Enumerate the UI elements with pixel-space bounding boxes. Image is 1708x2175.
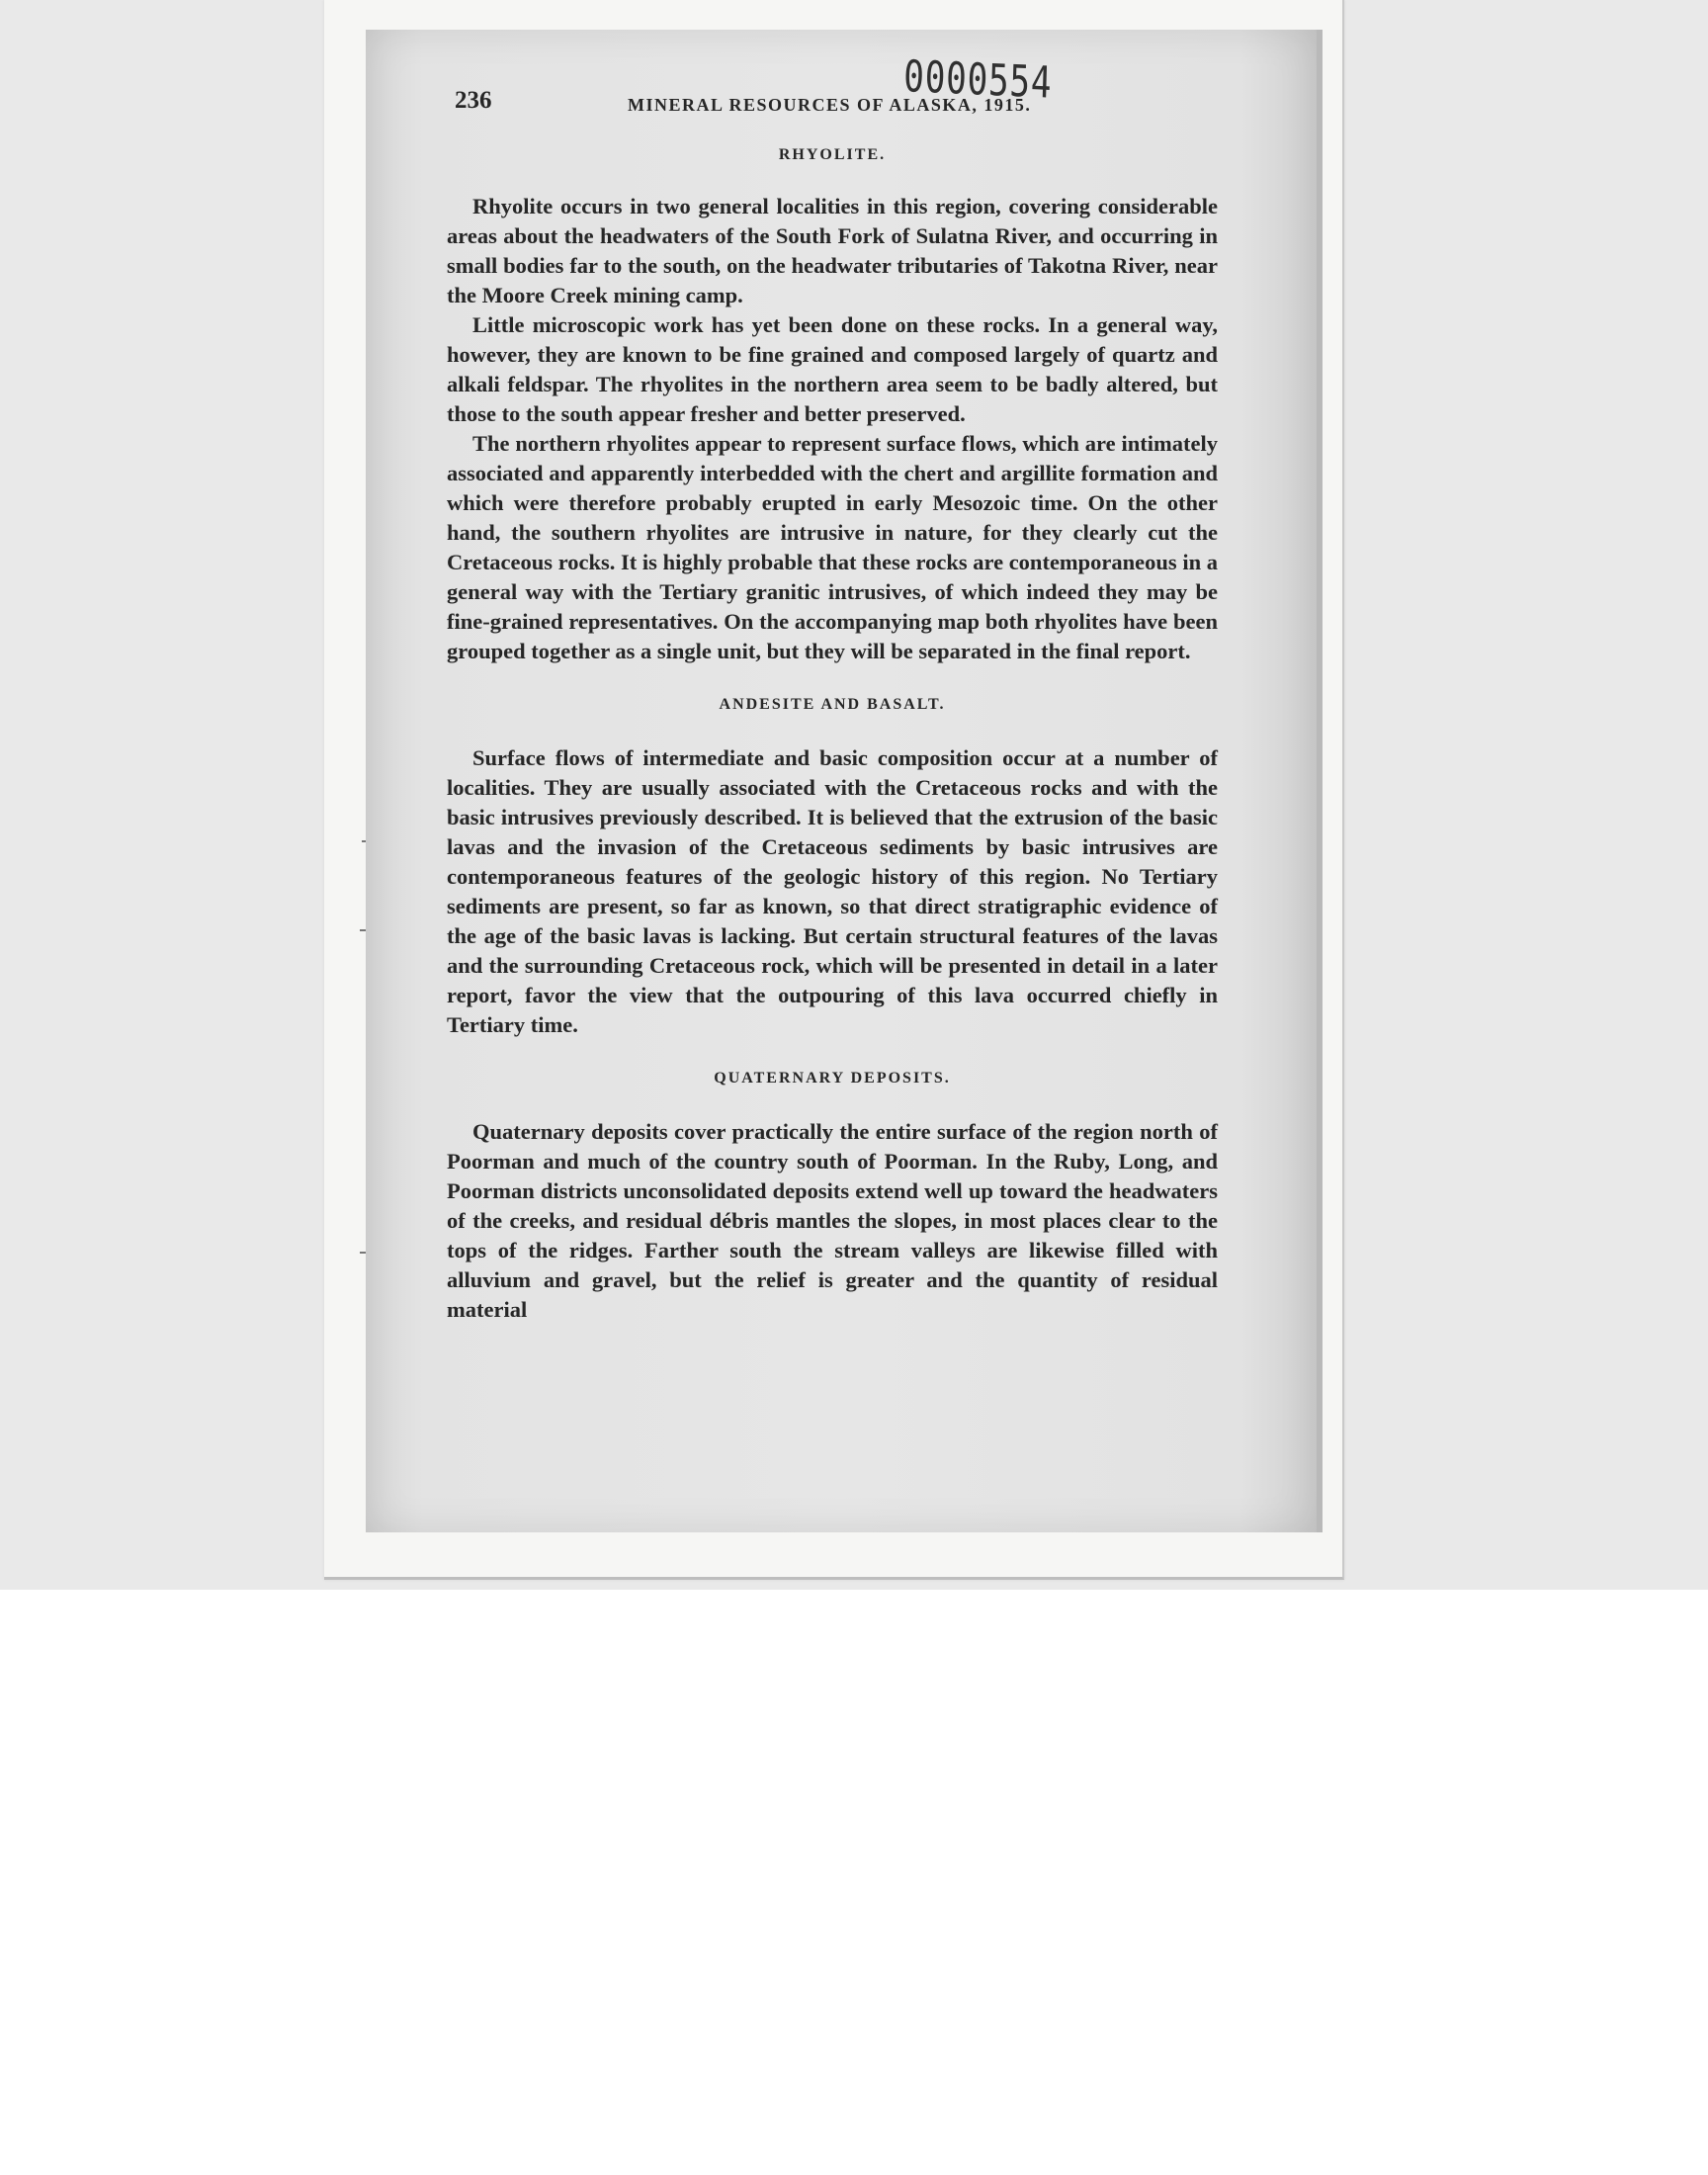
- paragraph: The northern rhyolites appear to represent surface flows, which are intimately associated and apparently interbedded with the chert and argillite formation and which were therefore probably erupted in early Mesozoic time. On the other hand, the southern rhyolites are intrusive in nature, for they clearly cut the Cretaceous rocks. It is highly probable that these rocks are contemporaneous in a general way with the Tertiary granitic intrusives, of which indeed they may be fine-grained representatives. On the accompanying map both rhyolites have been grouped together as a single unit, but they will be separated in the final report.: [447, 431, 1218, 663]
- section-heading-andesite-basalt: ANDESITE AND BASALT.: [719, 696, 946, 713]
- section-heading-quaternary-deposits: QUATERNARY DEPOSITS.: [714, 1070, 951, 1087]
- paragraph: Surface flows of intermediate and basic composition occur at a number of localities. They are usually associated with the Cretaceous rocks and with the basic intrusives previously described. It is believed that the extrusion of the basic lavas and the invasion of the Cretaceous sediments by basic intrusives are contemporaneous features of the geologic history of this region. No Tertiary sediments are present, so far as known, so that direct stratigraphic evidence of the age of the basic lavas is lacking. But certain structural features of the lavas and the surrounding Cretaceous rock, which will be presented in detail in a later report, favor the view that the outpouring of this lava occurred chiefly in Tertiary time.: [447, 745, 1218, 1037]
- page-number: 236: [455, 87, 492, 114]
- document-page: [366, 30, 1323, 1532]
- running-head: MINERAL RESOURCES OF ALASKA, 1915.: [628, 95, 1032, 115]
- paragraph: Quaternary deposits cover practically the entire surface of the region north of Poorman and much of the country south of Poorman. In the Ruby, Long, and Poorman districts unconsolidated deposits extend well up toward the headwaters of the creeks, and residual débris mantles the slopes, in most places clear to the tops of the ridges. Farther south the stream valleys are likewise filled with alluvium and gravel, but the relief is greater and the quantity of residual material: [447, 1119, 1218, 1322]
- page-stamp-number: 0000554: [902, 51, 1054, 109]
- paragraph: Little microscopic work has yet been done on these rocks. In a general way, however, they are known to be fine grained and composed largely of quartz and alkali feldspar. The rhyolites in the northern area seem to be badly altered, but those to the south appear fresher and better preserved.: [447, 312, 1218, 426]
- blank-area: [0, 1590, 1708, 2175]
- page-header: [455, 87, 1226, 127]
- body-text: [447, 146, 1218, 1325]
- section-heading-rhyolite: RHYOLITE.: [778, 146, 887, 163]
- paragraph: Rhyolite occurs in two general localities in this region, covering considerable areas about the headwaters of the South Fork of Sulatna River, and occurring in small bodies far to the south, on the headwater tributaries of Takotna River, near the Moore Creek mining camp.: [447, 194, 1218, 307]
